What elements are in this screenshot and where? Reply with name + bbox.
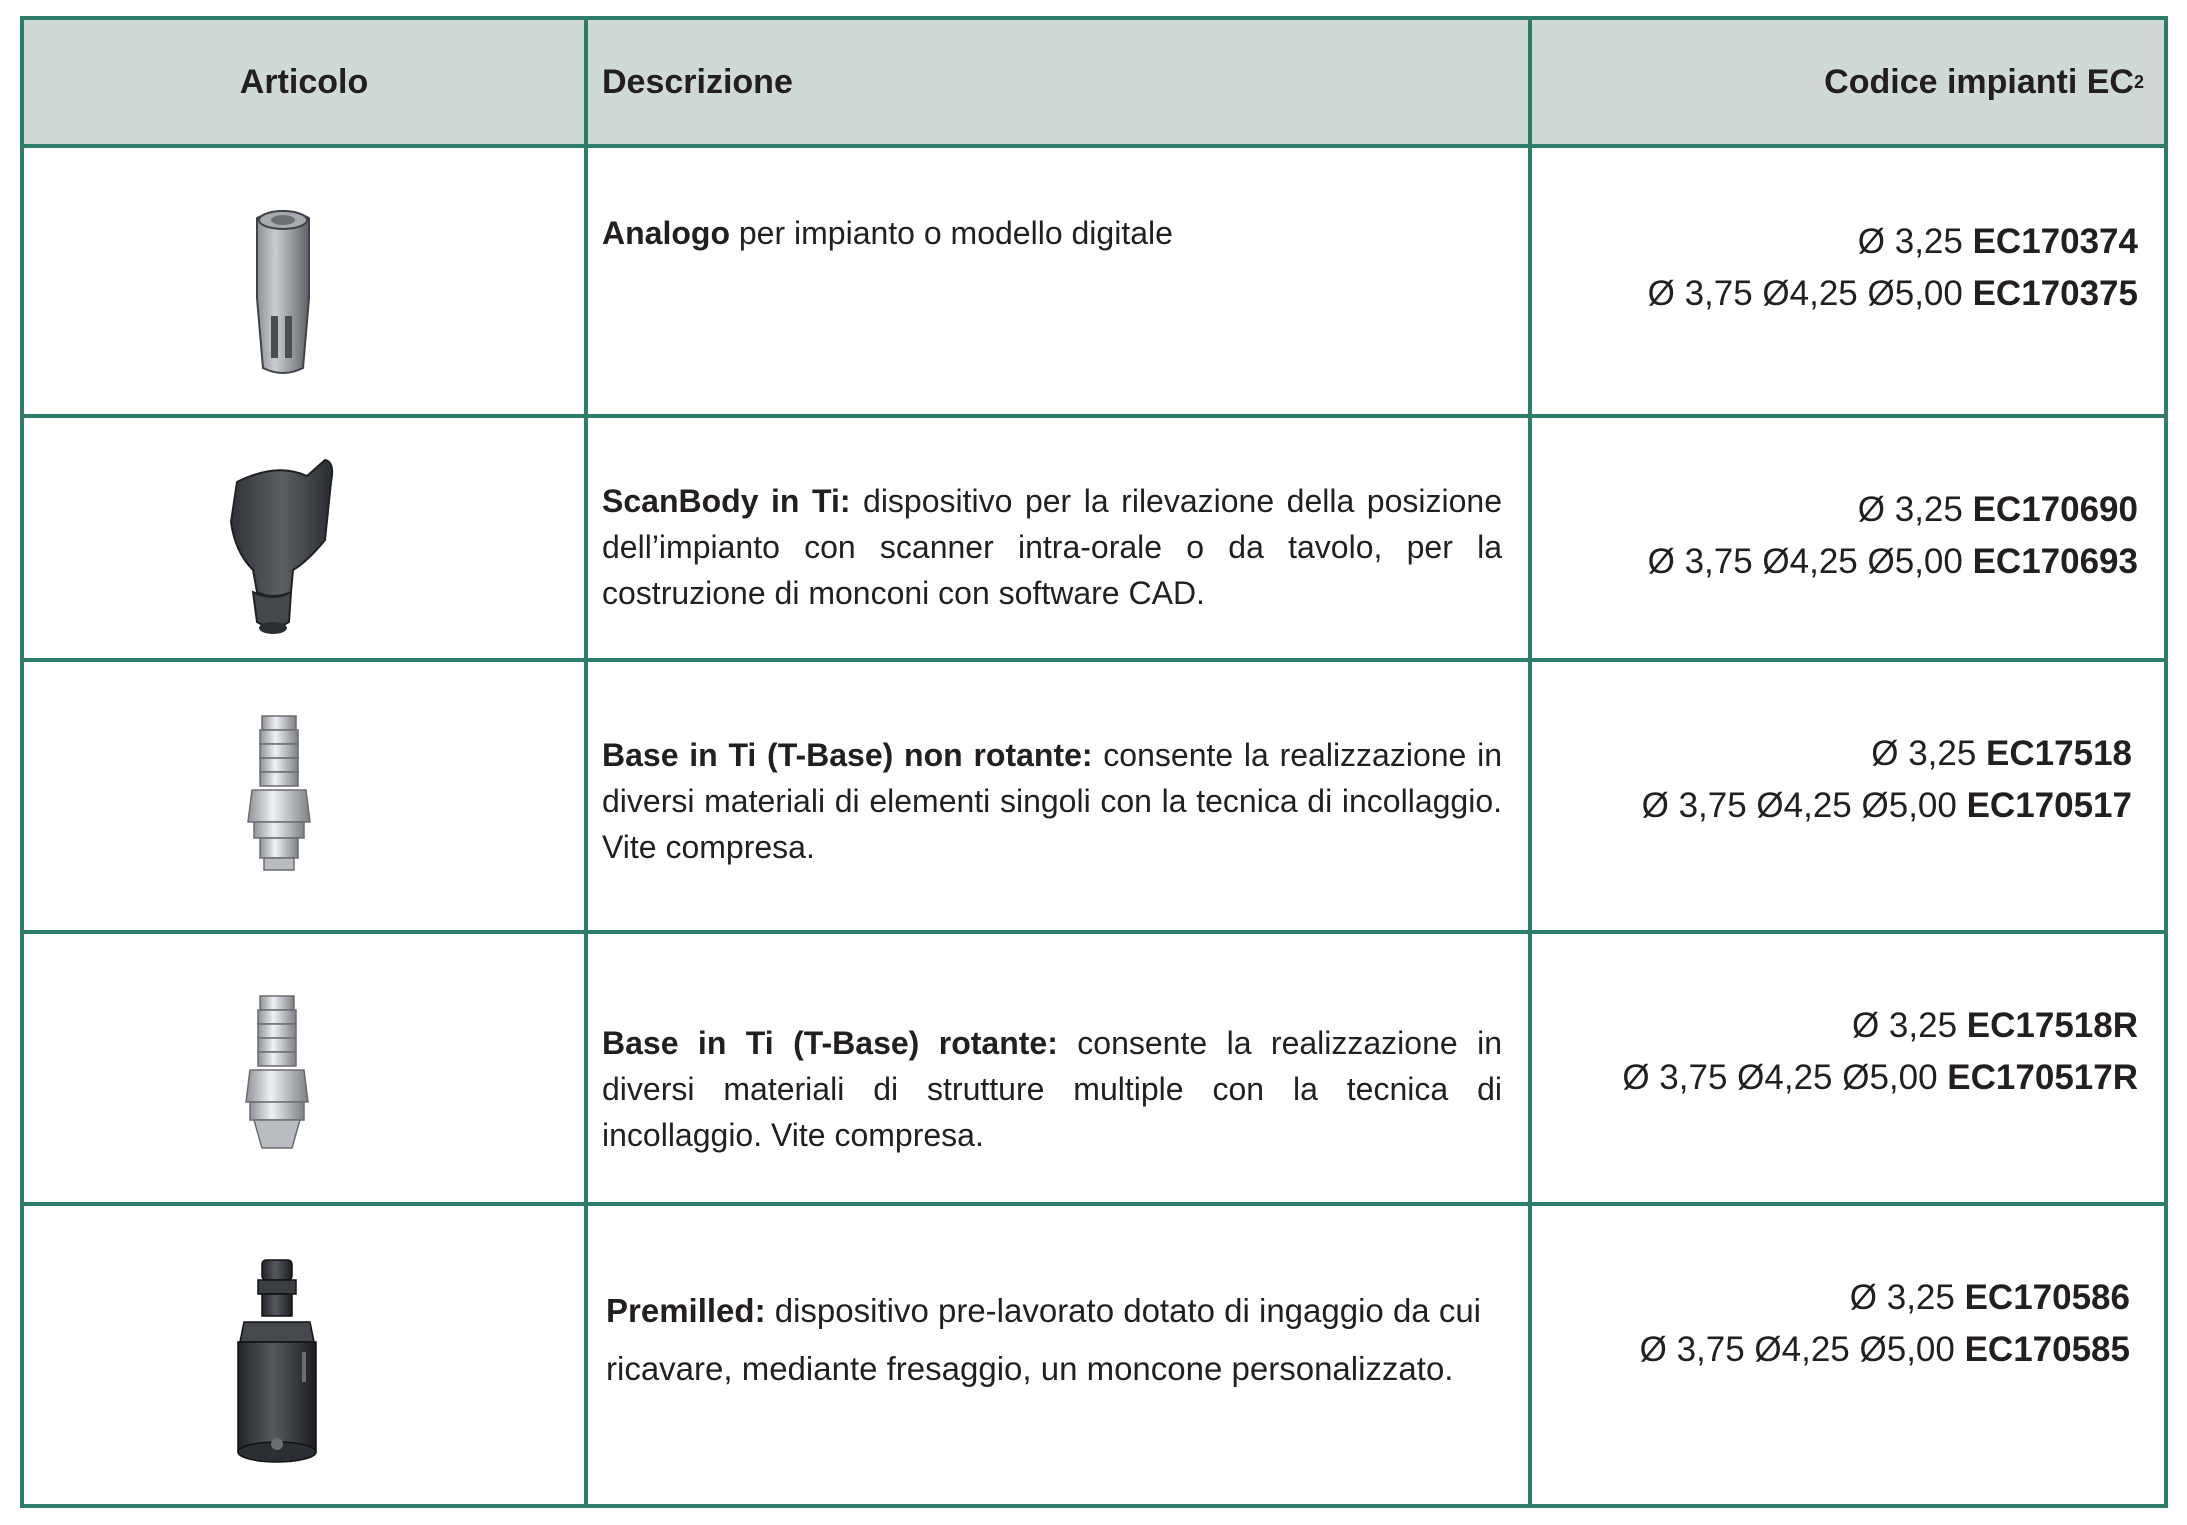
row-codes	[1554, 728, 2132, 832]
row-divider	[24, 1202, 2164, 1206]
description-text: dispositivo pre-lavorato dotato di ingaggio da cui ricavare, mediante fresaggio, un moncone personalizzato.	[606, 1292, 1482, 1387]
code-line	[1554, 268, 2138, 320]
row-codes	[1554, 484, 2138, 588]
code-line	[1554, 484, 2138, 536]
product-code: EC170586	[1964, 1278, 2130, 1317]
product-code: EC17518R	[1966, 1006, 2138, 1045]
code-line	[1554, 728, 2132, 780]
row-divider	[24, 658, 2164, 662]
row-divider	[24, 414, 2164, 418]
product-code: EC17518	[1986, 734, 2132, 773]
column-divider	[1528, 20, 1532, 1504]
header-codice	[1554, 20, 2144, 144]
premilled-blank-icon	[214, 1252, 344, 1472]
diameter-label: Ø 3,25	[1857, 222, 1973, 261]
code-line	[1554, 1000, 2138, 1052]
row-divider	[24, 144, 2164, 148]
column-divider	[584, 20, 588, 1504]
description-title: Base in Ti (T-Base) non rotante:	[602, 737, 1093, 773]
code-line	[1554, 536, 2138, 588]
description-title: Analogo	[602, 215, 730, 251]
row-description	[602, 1020, 1502, 1158]
code-line	[1554, 780, 2132, 832]
description-text: consente la realizzazione in diversi materiali di elementi singoli con la tecnica di incollaggio. Vite compresa.	[602, 737, 1502, 865]
row-codes	[1554, 216, 2138, 320]
diameter-label: Ø 3,25	[1849, 1278, 1965, 1317]
description-text: consente la realizzazione in diversi materiali di strutture multiple con la tecnica di incollaggio. Vite compresa.	[602, 1025, 1503, 1153]
code-line	[1554, 216, 2138, 268]
diameter-label: Ø 3,25	[1871, 734, 1987, 773]
row-description	[602, 210, 1502, 256]
description-title: ScanBody in Ti:	[602, 483, 851, 519]
diameter-label: Ø 3,75 Ø4,25 Ø5,00	[1647, 274, 1973, 313]
header-articolo: Articolo	[239, 62, 369, 101]
row-description	[602, 732, 1502, 870]
row-description	[606, 1282, 1506, 1398]
row-codes	[1554, 1272, 2130, 1376]
diameter-label: Ø 3,75 Ø4,25 Ø5,00	[1647, 542, 1973, 581]
diameter-label: Ø 3,75 Ø4,25 Ø5,00	[1622, 1058, 1948, 1097]
t-base-rotating-icon	[220, 990, 336, 1160]
diameter-label: Ø 3,25	[1857, 490, 1973, 529]
row-codes	[1554, 1000, 2138, 1104]
row-divider	[24, 930, 2164, 934]
product-table	[20, 16, 2168, 1508]
implant-analog-icon	[227, 198, 339, 388]
scanbody-icon	[207, 452, 357, 642]
product-code: EC170693	[1972, 542, 2138, 581]
product-code: EC170585	[1964, 1330, 2130, 1369]
code-line	[1554, 1324, 2130, 1376]
diameter-label: Ø 3,25	[1851, 1006, 1967, 1045]
code-line	[1554, 1272, 2130, 1324]
product-code: EC170517R	[1947, 1058, 2138, 1097]
diameter-label: Ø 3,75 Ø4,25 Ø5,00	[1641, 786, 1967, 825]
t-base-non-rotating-icon	[224, 710, 334, 880]
row-description	[602, 478, 1502, 616]
header-codice-superscript: 2	[2133, 71, 2144, 92]
header-codice-label: Codice impianti EC	[1824, 62, 2134, 101]
product-code: EC170517	[1966, 786, 2132, 825]
description-text: per impianto o modello digitale	[729, 215, 1173, 251]
code-line	[1554, 1052, 2138, 1104]
description-title: Base in Ti (T-Base) rotante:	[602, 1025, 1058, 1061]
diameter-label: Ø 3,75 Ø4,25 Ø5,00	[1639, 1330, 1965, 1369]
product-code: EC170375	[1972, 274, 2138, 313]
description-text: dispositivo per la rilevazione della posizione dell’impianto con scanner intra-orale o da tavolo, per la costruzione di monconi con software CAD.	[602, 483, 1503, 611]
header-descrizione: Descrizione	[602, 62, 793, 101]
product-code: EC170690	[1972, 490, 2138, 529]
description-title: Premilled:	[606, 1292, 766, 1329]
product-code: EC170374	[1972, 222, 2138, 261]
